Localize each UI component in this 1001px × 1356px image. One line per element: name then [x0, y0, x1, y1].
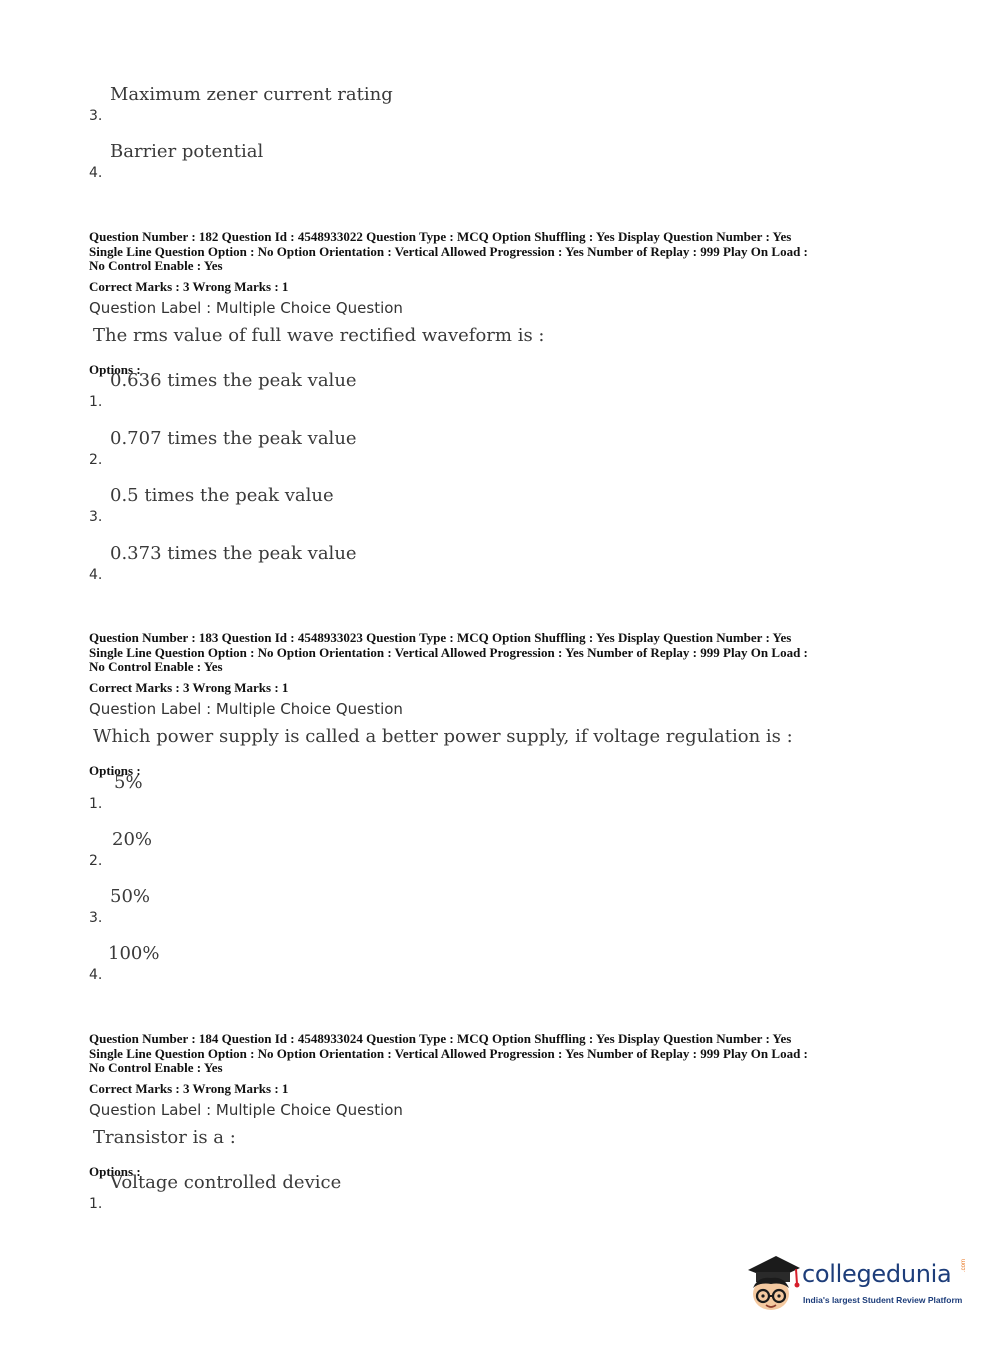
meta-line: Question Number : 182 Question Id : 4548933022 Question Type : MCQ Option Shuffling : Yes Display Question Number : Yes	[89, 229, 792, 244]
meta-line: No Control Enable : Yes	[89, 1060, 223, 1075]
collegedunia-logo[interactable]	[742, 1248, 972, 1320]
option-number: 1.	[89, 1196, 103, 1212]
meta-line: No Control Enable : Yes	[89, 659, 223, 674]
option-number: 2.	[89, 853, 103, 869]
question-meta	[89, 1032, 919, 1076]
option-number: 4.	[89, 567, 103, 583]
question-text: Which power supply is called a better power supply, if voltage regulation is :	[93, 725, 793, 747]
question-marks: Correct Marks : 3 Wrong Marks : 1	[89, 679, 289, 695]
option-item	[89, 428, 789, 468]
meta-line: Question Number : 183 Question Id : 4548933023 Question Type : MCQ Option Shuffling : Yes Display Question Number : Yes	[89, 630, 792, 645]
question-block	[89, 230, 919, 378]
option-text: Maximum zener current rating	[110, 84, 393, 105]
mascot-icon	[742, 1248, 802, 1320]
option-number: 4.	[89, 967, 103, 983]
option-text: Barrier potential	[110, 141, 264, 162]
option-number: 1.	[89, 394, 103, 410]
logo-suffix: .com	[961, 1258, 967, 1272]
option-item	[89, 829, 789, 869]
option-text: 0.5 times the peak value	[110, 485, 334, 506]
option-text: 0.707 times the peak value	[110, 428, 357, 449]
option-number: 3.	[89, 910, 103, 926]
question-marks: Correct Marks : 3 Wrong Marks : 1	[89, 1080, 289, 1096]
option-text: 100%	[108, 943, 160, 964]
option-number: 3.	[89, 108, 103, 124]
option-item	[89, 84, 789, 124]
question-label: Question Label : Multiple Choice Question	[89, 1100, 403, 1119]
option-item	[89, 543, 789, 583]
option-text: 5%	[114, 772, 143, 793]
question-label: Question Label : Multiple Choice Question	[89, 699, 403, 718]
logo-tagline: India's largest Student Review Platform	[803, 1295, 963, 1305]
option-item	[89, 772, 789, 812]
option-text: Voltage controlled device	[110, 1172, 342, 1193]
question-label: Question Label : Multiple Choice Question	[89, 298, 403, 317]
logo-wordmark: collegedunia	[802, 1260, 952, 1288]
option-text: 50%	[110, 886, 151, 907]
option-item	[89, 485, 789, 525]
option-number: 4.	[89, 165, 103, 181]
option-item	[89, 370, 789, 410]
option-item	[89, 886, 789, 926]
question-block	[89, 1032, 919, 1180]
question-block	[89, 631, 919, 779]
option-item	[89, 943, 789, 983]
option-text: 20%	[112, 829, 153, 850]
meta-line: No Control Enable : Yes	[89, 258, 223, 273]
option-item	[89, 1172, 789, 1212]
question-meta	[89, 230, 919, 274]
question-text: The rms value of full wave rectified waveform is :	[93, 324, 545, 346]
meta-line: Single Line Question Option : No Option Orientation : Vertical Allowed Progression : Yes Number of Replay : 999 Play On Load :	[89, 243, 808, 259]
option-number: 1.	[89, 796, 103, 812]
options-heading: Options :	[89, 361, 141, 377]
options-heading: Options :	[89, 762, 141, 778]
meta-line: Question Number : 184 Question Id : 4548933024 Question Type : MCQ Option Shuffling : Yes Display Question Number : Yes	[89, 1031, 792, 1046]
option-number: 2.	[89, 452, 103, 468]
option-number: 3.	[89, 509, 103, 525]
question-marks: Correct Marks : 3 Wrong Marks : 1	[89, 278, 289, 294]
question-text: Transistor is a :	[93, 1126, 236, 1148]
meta-line: Single Line Question Option : No Option Orientation : Vertical Allowed Progression : Yes Number of Replay : 999 Play On Load :	[89, 644, 808, 660]
option-text: 0.373 times the peak value	[110, 543, 357, 564]
options-heading: Options :	[89, 1163, 141, 1179]
option-item	[89, 141, 789, 181]
question-meta	[89, 631, 919, 675]
meta-line: Single Line Question Option : No Option Orientation : Vertical Allowed Progression : Yes Number of Replay : 999 Play On Load :	[89, 1045, 808, 1061]
option-text: 0.636 times the peak value	[110, 370, 357, 391]
